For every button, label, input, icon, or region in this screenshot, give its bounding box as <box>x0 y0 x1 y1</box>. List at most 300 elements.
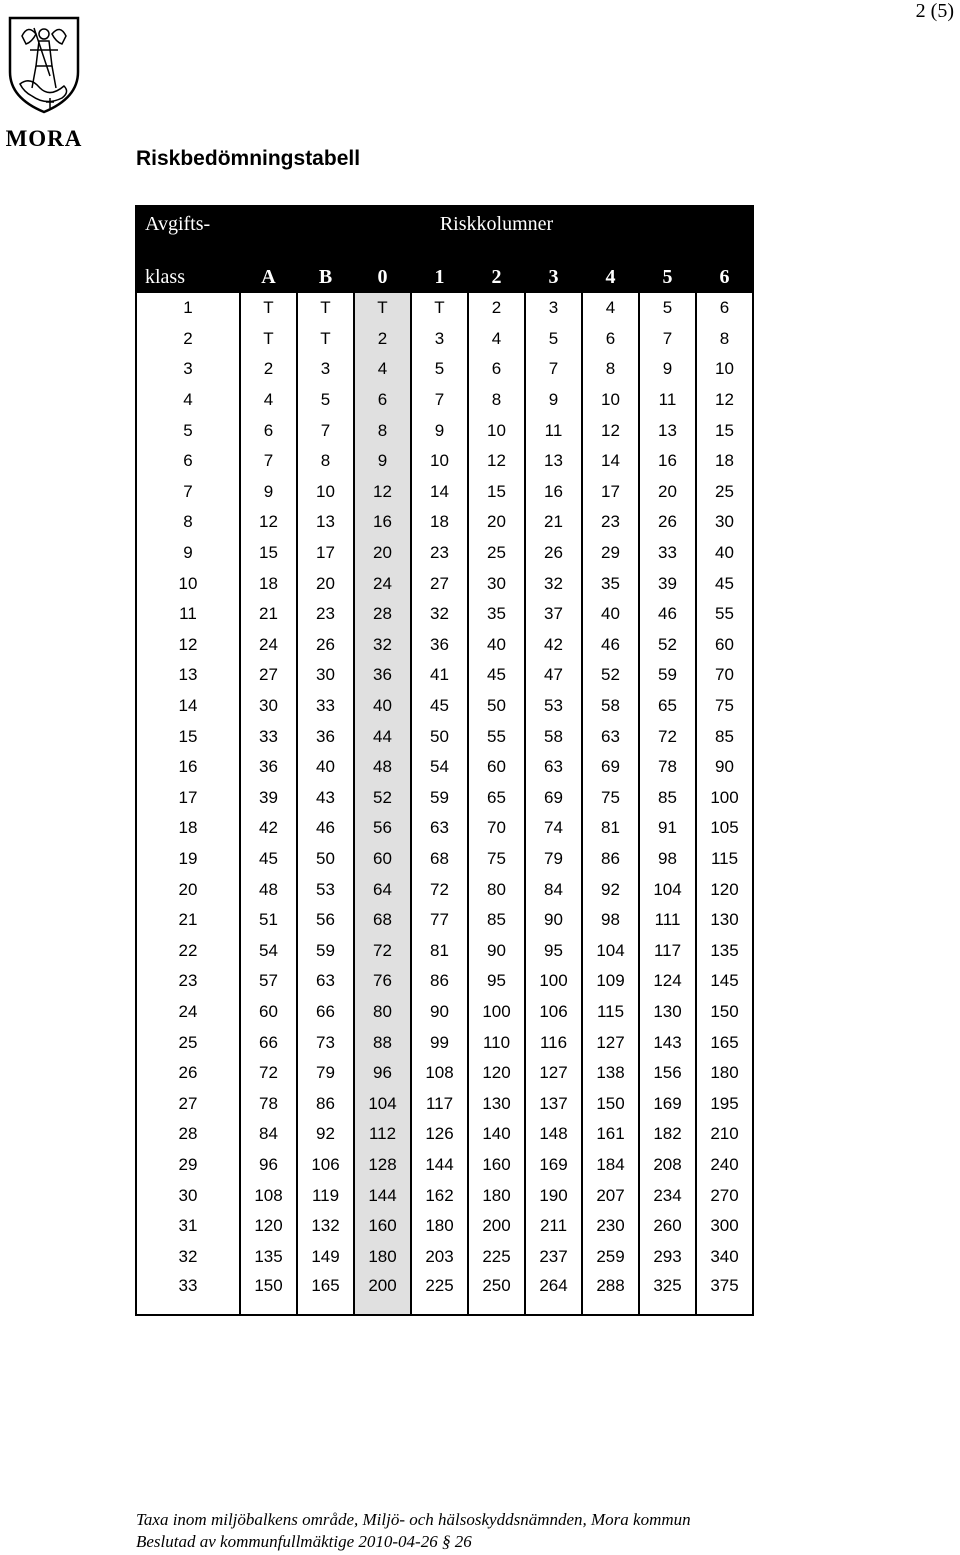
risk-cell: 140 <box>468 1119 525 1150</box>
risk-cell: 100 <box>696 783 753 814</box>
risk-cell: 10 <box>696 354 753 385</box>
risk-cell: 58 <box>582 691 639 722</box>
risk-cell: 182 <box>639 1119 696 1150</box>
risk-cell: 68 <box>354 905 411 936</box>
avgiftsklass-cell: 22 <box>136 935 240 966</box>
table-row <box>136 905 753 936</box>
risk-cell: 72 <box>639 721 696 752</box>
risk-cell: 24 <box>240 630 297 661</box>
avgiftsklass-cell: 12 <box>136 630 240 661</box>
risk-cell: 59 <box>411 783 468 814</box>
table-body <box>136 292 753 1315</box>
risk-cell: 106 <box>297 1150 354 1181</box>
risk-cell: 11 <box>639 385 696 416</box>
risk-cell: 85 <box>639 783 696 814</box>
risk-cell: 13 <box>525 446 582 477</box>
table-row <box>136 292 753 324</box>
table-row <box>136 1180 753 1211</box>
risk-cell: 36 <box>240 752 297 783</box>
risk-cell: 100 <box>525 966 582 997</box>
table-row <box>136 630 753 661</box>
risk-cell: 200 <box>468 1211 525 1242</box>
risk-cell: 18 <box>696 446 753 477</box>
risk-cell: 6 <box>696 292 753 324</box>
table-row <box>136 354 753 385</box>
risk-cell: 50 <box>468 691 525 722</box>
risk-cell: 7 <box>411 385 468 416</box>
avgiftsklass-cell: 20 <box>136 874 240 905</box>
risk-cell: 60 <box>696 630 753 661</box>
risk-cell: 75 <box>582 783 639 814</box>
risk-cell: 160 <box>468 1150 525 1181</box>
risk-cell: 45 <box>696 568 753 599</box>
risk-cell: 33 <box>240 721 297 752</box>
footer-line-1: Taxa inom miljöbalkens område, Miljö- och hälsoskyddsnämnden, Mora kommun <box>136 1510 691 1529</box>
risk-cell: 60 <box>468 752 525 783</box>
risk-cell: 98 <box>639 844 696 875</box>
risk-cell: 117 <box>639 935 696 966</box>
risk-cell: 59 <box>639 660 696 691</box>
risk-cell: 126 <box>411 1119 468 1150</box>
risk-cell: T <box>354 292 411 324</box>
risk-cell: 132 <box>297 1211 354 1242</box>
risk-cell: 162 <box>411 1180 468 1211</box>
risk-cell: 86 <box>297 1088 354 1119</box>
table-row <box>136 1027 753 1058</box>
risk-cell: 36 <box>411 630 468 661</box>
avgiftsklass-cell: 10 <box>136 568 240 599</box>
risk-cell: 145 <box>696 966 753 997</box>
risk-cell: 95 <box>525 935 582 966</box>
risk-cell: T <box>297 324 354 355</box>
avgiftsklass-cell: 33 <box>136 1272 240 1315</box>
risk-cell: 52 <box>354 783 411 814</box>
risk-cell: 96 <box>354 1058 411 1089</box>
risk-cell: 6 <box>240 415 297 446</box>
risk-cell: 195 <box>696 1088 753 1119</box>
risk-cell: 180 <box>411 1211 468 1242</box>
risk-cell: 47 <box>525 660 582 691</box>
risk-cell: 88 <box>354 1027 411 1058</box>
risk-cell: 119 <box>297 1180 354 1211</box>
risk-cell: 78 <box>639 752 696 783</box>
risk-cell: 70 <box>468 813 525 844</box>
risk-cell: 81 <box>411 935 468 966</box>
risk-cell: 112 <box>354 1119 411 1150</box>
risk-cell: 58 <box>525 721 582 752</box>
risk-cell: 211 <box>525 1211 582 1242</box>
risk-cell: 36 <box>297 721 354 752</box>
risk-cell: 33 <box>639 538 696 569</box>
table-row <box>136 752 753 783</box>
risk-cell: 120 <box>696 874 753 905</box>
risk-cell: 59 <box>297 935 354 966</box>
risk-cell: 225 <box>411 1272 468 1315</box>
risk-cell: 12 <box>240 507 297 538</box>
header-riskkolumner: Riskkolumner <box>240 206 753 242</box>
risk-cell: 54 <box>411 752 468 783</box>
risk-cell: 75 <box>468 844 525 875</box>
risk-cell: 3 <box>297 354 354 385</box>
risk-cell: 144 <box>354 1180 411 1211</box>
risk-cell: 72 <box>354 935 411 966</box>
column-header: A <box>240 242 297 292</box>
risk-cell: 169 <box>639 1088 696 1119</box>
risk-cell: 165 <box>696 1027 753 1058</box>
risk-cell: 26 <box>639 507 696 538</box>
risk-cell: 45 <box>411 691 468 722</box>
risk-cell: 64 <box>354 874 411 905</box>
risk-cell: 40 <box>297 752 354 783</box>
avgiftsklass-cell: 32 <box>136 1241 240 1272</box>
avgiftsklass-cell: 27 <box>136 1088 240 1119</box>
risk-cell: 25 <box>468 538 525 569</box>
risk-cell: 3 <box>525 292 582 324</box>
risk-cell: 6 <box>582 324 639 355</box>
risk-cell: 203 <box>411 1241 468 1272</box>
risk-cell: 79 <box>297 1058 354 1089</box>
risk-cell: 110 <box>468 1027 525 1058</box>
risk-cell: 39 <box>240 783 297 814</box>
risk-cell: 20 <box>639 477 696 508</box>
risk-cell: 9 <box>411 415 468 446</box>
risk-cell: 143 <box>639 1027 696 1058</box>
risk-cell: 117 <box>411 1088 468 1119</box>
risk-cell: 69 <box>525 783 582 814</box>
column-header: 5 <box>639 242 696 292</box>
risk-cell: 40 <box>696 538 753 569</box>
avgiftsklass-cell: 3 <box>136 354 240 385</box>
risk-cell: 127 <box>525 1058 582 1089</box>
risk-cell: 45 <box>468 660 525 691</box>
avgiftsklass-cell: 31 <box>136 1211 240 1242</box>
risk-cell: 104 <box>354 1088 411 1119</box>
risk-cell: 5 <box>297 385 354 416</box>
risk-cell: 120 <box>240 1211 297 1242</box>
risk-cell: 180 <box>468 1180 525 1211</box>
risk-cell: 98 <box>582 905 639 936</box>
table-row <box>136 721 753 752</box>
risk-cell: 14 <box>582 446 639 477</box>
risk-cell: 116 <box>525 1027 582 1058</box>
risk-cell: 16 <box>525 477 582 508</box>
risk-cell: 169 <box>525 1150 582 1181</box>
risk-cell: 81 <box>582 813 639 844</box>
risk-cell: 63 <box>582 721 639 752</box>
avgiftsklass-cell: 7 <box>136 477 240 508</box>
risk-cell: 2 <box>354 324 411 355</box>
header-klass: klass <box>136 242 240 292</box>
table-row <box>136 935 753 966</box>
risk-cell: 63 <box>297 966 354 997</box>
risk-cell: 53 <box>297 874 354 905</box>
column-header: 3 <box>525 242 582 292</box>
risk-cell: 3 <box>411 324 468 355</box>
risk-cell: 4 <box>240 385 297 416</box>
risk-cell: 42 <box>240 813 297 844</box>
risk-cell: T <box>411 292 468 324</box>
risk-cell: 79 <box>525 844 582 875</box>
risk-cell: 259 <box>582 1241 639 1272</box>
risk-cell: 46 <box>639 599 696 630</box>
risk-cell: 90 <box>696 752 753 783</box>
risk-cell: 128 <box>354 1150 411 1181</box>
avgiftsklass-cell: 5 <box>136 415 240 446</box>
risk-cell: 12 <box>696 385 753 416</box>
risk-cell: 130 <box>639 997 696 1028</box>
header-row-columns <box>136 242 753 292</box>
risk-cell: 30 <box>240 691 297 722</box>
risk-cell: 124 <box>639 966 696 997</box>
risk-cell: 230 <box>582 1211 639 1242</box>
risk-cell: 13 <box>297 507 354 538</box>
risk-cell: 127 <box>582 1027 639 1058</box>
risk-cell: 180 <box>696 1058 753 1089</box>
risk-cell: 2 <box>468 292 525 324</box>
table-row <box>136 1150 753 1181</box>
table-row <box>136 1211 753 1242</box>
risk-cell: 46 <box>297 813 354 844</box>
risk-cell: 210 <box>696 1119 753 1150</box>
risk-cell: 17 <box>582 477 639 508</box>
risk-cell: 7 <box>639 324 696 355</box>
risk-cell: 42 <box>525 630 582 661</box>
avgiftsklass-cell: 21 <box>136 905 240 936</box>
risk-cell: 78 <box>240 1088 297 1119</box>
risk-cell: 53 <box>525 691 582 722</box>
risk-cell: 40 <box>468 630 525 661</box>
risk-cell: 9 <box>525 385 582 416</box>
risk-cell: 325 <box>639 1272 696 1315</box>
risk-cell: 51 <box>240 905 297 936</box>
risk-cell: 32 <box>354 630 411 661</box>
risk-cell: 86 <box>411 966 468 997</box>
table-row <box>136 783 753 814</box>
risk-cell: 26 <box>297 630 354 661</box>
risk-cell: 84 <box>525 874 582 905</box>
risk-cell: 264 <box>525 1272 582 1315</box>
risk-cell: 5 <box>525 324 582 355</box>
avgiftsklass-cell: 28 <box>136 1119 240 1150</box>
risk-cell: 35 <box>468 599 525 630</box>
risk-cell: 32 <box>525 568 582 599</box>
risk-cell: 18 <box>411 507 468 538</box>
risk-cell: 96 <box>240 1150 297 1181</box>
risk-cell: 106 <box>525 997 582 1028</box>
table-row <box>136 507 753 538</box>
risk-cell: 148 <box>525 1119 582 1150</box>
risk-cell: 300 <box>696 1211 753 1242</box>
risk-cell: 10 <box>411 446 468 477</box>
risk-cell: 293 <box>639 1241 696 1272</box>
risk-cell: 56 <box>354 813 411 844</box>
table-row <box>136 599 753 630</box>
avgiftsklass-cell: 6 <box>136 446 240 477</box>
risk-cell: 86 <box>582 844 639 875</box>
risk-cell: 50 <box>411 721 468 752</box>
footer <box>136 1509 691 1553</box>
risk-cell: 73 <box>297 1027 354 1058</box>
risk-cell: 41 <box>411 660 468 691</box>
risk-cell: 4 <box>582 292 639 324</box>
avgiftsklass-cell: 29 <box>136 1150 240 1181</box>
risk-cell: 9 <box>354 446 411 477</box>
logo-wordmark: MORA <box>5 126 83 151</box>
risk-cell: 80 <box>468 874 525 905</box>
table-row <box>136 568 753 599</box>
risk-cell: 165 <box>297 1272 354 1315</box>
risk-cell: 72 <box>240 1058 297 1089</box>
risk-cell: 10 <box>582 385 639 416</box>
risk-cell: 52 <box>582 660 639 691</box>
risk-cell: 180 <box>354 1241 411 1272</box>
risk-cell: 48 <box>240 874 297 905</box>
risk-cell: 150 <box>696 997 753 1028</box>
risk-cell: 80 <box>354 997 411 1028</box>
avgiftsklass-cell: 23 <box>136 966 240 997</box>
risk-cell: 63 <box>525 752 582 783</box>
risk-cell: 75 <box>696 691 753 722</box>
risk-cell: 10 <box>297 477 354 508</box>
risk-cell: 149 <box>297 1241 354 1272</box>
table-row <box>136 415 753 446</box>
risk-cell: 9 <box>240 477 297 508</box>
risk-cell: 13 <box>639 415 696 446</box>
risk-cell: 104 <box>639 874 696 905</box>
risk-cell: 33 <box>297 691 354 722</box>
risk-cell: 18 <box>240 568 297 599</box>
column-header: B <box>297 242 354 292</box>
risk-cell: 27 <box>411 568 468 599</box>
risk-cell: 68 <box>411 844 468 875</box>
risk-cell: 92 <box>582 874 639 905</box>
risk-cell: 150 <box>240 1272 297 1315</box>
risk-cell: 11 <box>525 415 582 446</box>
risk-cell: 90 <box>525 905 582 936</box>
table-row <box>136 477 753 508</box>
risk-cell: 156 <box>639 1058 696 1089</box>
risk-cell: 12 <box>354 477 411 508</box>
risk-cell: 15 <box>696 415 753 446</box>
table-row <box>136 813 753 844</box>
risk-cell: 234 <box>639 1180 696 1211</box>
risk-cell: 260 <box>639 1211 696 1242</box>
avgiftsklass-cell: 19 <box>136 844 240 875</box>
risk-cell: 21 <box>240 599 297 630</box>
risk-cell: 76 <box>354 966 411 997</box>
risk-cell: 54 <box>240 935 297 966</box>
risk-cell: 16 <box>354 507 411 538</box>
risk-cell: 69 <box>582 752 639 783</box>
avgiftsklass-cell: 9 <box>136 538 240 569</box>
table-row <box>136 844 753 875</box>
risk-cell: 40 <box>582 599 639 630</box>
avgiftsklass-cell: 18 <box>136 813 240 844</box>
coat-of-arms-icon <box>6 14 82 114</box>
avgiftsklass-cell: 14 <box>136 691 240 722</box>
table-row <box>136 874 753 905</box>
risk-cell: 207 <box>582 1180 639 1211</box>
avgiftsklass-cell: 15 <box>136 721 240 752</box>
risk-cell: 108 <box>411 1058 468 1089</box>
risk-cell: 340 <box>696 1241 753 1272</box>
risk-cell: 130 <box>468 1088 525 1119</box>
avgiftsklass-cell: 2 <box>136 324 240 355</box>
risk-cell: 14 <box>411 477 468 508</box>
risk-cell: 45 <box>240 844 297 875</box>
risk-cell: 99 <box>411 1027 468 1058</box>
risk-cell: 27 <box>240 660 297 691</box>
risk-cell: 160 <box>354 1211 411 1242</box>
risk-cell: 24 <box>354 568 411 599</box>
header-avgifts: Avgifts- <box>136 206 240 242</box>
avgiftsklass-cell: 1 <box>136 292 240 324</box>
risk-table <box>135 205 754 1316</box>
column-header: 0 <box>354 242 411 292</box>
risk-cell: 20 <box>297 568 354 599</box>
risk-cell: 5 <box>411 354 468 385</box>
table-row <box>136 660 753 691</box>
column-header: 2 <box>468 242 525 292</box>
risk-cell: 250 <box>468 1272 525 1315</box>
risk-cell: 95 <box>468 966 525 997</box>
risk-cell: 208 <box>639 1150 696 1181</box>
risk-cell: 108 <box>240 1180 297 1211</box>
risk-cell: 36 <box>354 660 411 691</box>
risk-cell: 7 <box>525 354 582 385</box>
page-title: Riskbedömningstabell <box>136 147 361 170</box>
risk-cell: 237 <box>525 1241 582 1272</box>
avgiftsklass-cell: 16 <box>136 752 240 783</box>
risk-cell: 5 <box>639 292 696 324</box>
risk-cell: 85 <box>696 721 753 752</box>
risk-cell: 4 <box>468 324 525 355</box>
risk-cell: 84 <box>240 1119 297 1150</box>
risk-cell: 115 <box>696 844 753 875</box>
risk-cell: 15 <box>468 477 525 508</box>
risk-cell: 40 <box>354 691 411 722</box>
table-row <box>136 324 753 355</box>
risk-cell: 8 <box>468 385 525 416</box>
table-row <box>136 385 753 416</box>
risk-cell: 144 <box>411 1150 468 1181</box>
risk-cell: 4 <box>354 354 411 385</box>
risk-cell: 15 <box>240 538 297 569</box>
risk-cell: 6 <box>354 385 411 416</box>
column-header: 1 <box>411 242 468 292</box>
risk-cell: 225 <box>468 1241 525 1272</box>
risk-cell: 65 <box>639 691 696 722</box>
risk-cell: 72 <box>411 874 468 905</box>
avgiftsklass-cell: 17 <box>136 783 240 814</box>
risk-cell: 44 <box>354 721 411 752</box>
risk-cell: 55 <box>696 599 753 630</box>
risk-cell: 161 <box>582 1119 639 1150</box>
avgiftsklass-cell: 30 <box>136 1180 240 1211</box>
table-row <box>136 1272 753 1315</box>
column-header: 4 <box>582 242 639 292</box>
risk-cell: 115 <box>582 997 639 1028</box>
risk-cell: 39 <box>639 568 696 599</box>
risk-cell: 55 <box>468 721 525 752</box>
risk-cell: 20 <box>468 507 525 538</box>
risk-cell: 200 <box>354 1272 411 1315</box>
risk-cell: 56 <box>297 905 354 936</box>
table-row <box>136 1058 753 1089</box>
table-row <box>136 1088 753 1119</box>
risk-cell: 26 <box>525 538 582 569</box>
table-row <box>136 966 753 997</box>
